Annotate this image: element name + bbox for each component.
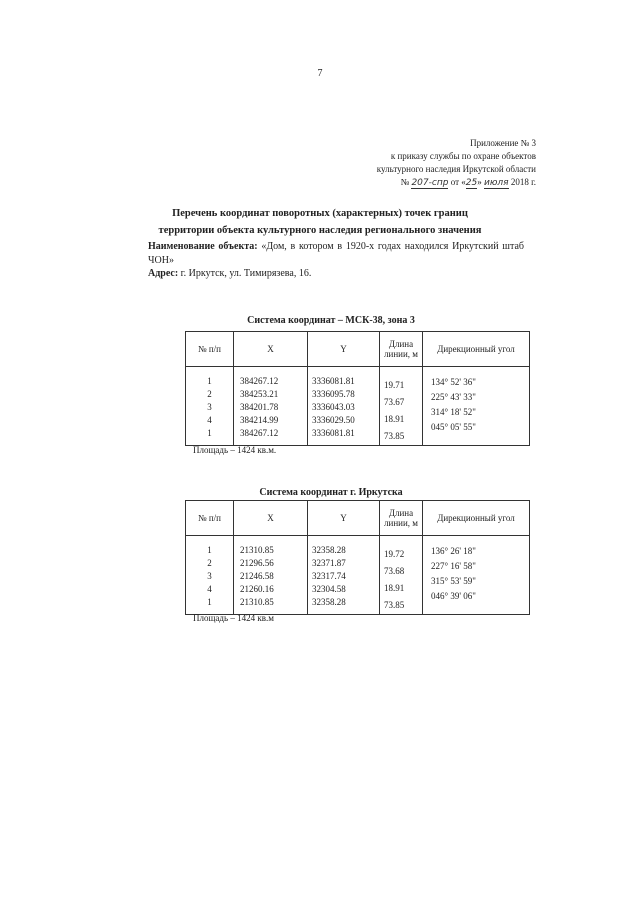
table1-area: Площадь – 1424 кв.м.	[193, 445, 277, 455]
table1-cell-y	[308, 367, 380, 446]
table1-angle: 045° 05' 55"	[431, 422, 476, 432]
appendix-header	[377, 137, 536, 190]
table2-y: 32304.58	[312, 584, 346, 594]
object-address-value: г. Иркутск, ул. Тимирязева, 16.	[180, 268, 312, 279]
table1-num: 2	[207, 389, 212, 399]
table1-y: 3336081.81	[312, 376, 355, 386]
table1-length-stack	[384, 377, 418, 445]
handwritten-day: 25	[465, 178, 478, 188]
table2-header-num: № п/п	[186, 501, 234, 536]
handwritten-month: июля	[483, 178, 509, 188]
table1-caption: Система координат – МСК-38, зона 3	[247, 315, 415, 326]
table1-x: 384253.21	[240, 389, 279, 399]
object-info	[148, 240, 524, 281]
appendix-number-line	[377, 176, 536, 190]
table1-num: 4	[207, 415, 212, 425]
table2-num: 1	[207, 597, 212, 607]
table1-x: 384267.12	[240, 428, 279, 438]
number-sign: №	[400, 177, 410, 187]
table2-y: 32358.28	[312, 545, 346, 555]
table1-y: 3336029.50	[312, 415, 355, 425]
date-year: 2018 г.	[510, 177, 536, 187]
table1-length: 18.91	[384, 414, 405, 424]
table1-header-y: Y	[308, 332, 380, 367]
table1-x-stack	[240, 375, 304, 440]
table2-y: 32317.74	[312, 571, 346, 581]
table2-header-length: Длина линии, м	[380, 501, 423, 536]
object-name-value: «Дом, в котором в 1920-х годах находился Иркутский штаб ЧОН»	[148, 241, 525, 266]
table2-header-y: Y	[308, 501, 380, 536]
table2-num: 4	[207, 584, 212, 594]
table1-angle-stack	[431, 375, 521, 435]
table1-num: 1	[207, 428, 212, 438]
table1-y: 3336095.78	[312, 389, 355, 399]
table2-length: 18.91	[384, 583, 405, 593]
table1-length: 73.67	[384, 397, 405, 407]
table2-num: 1	[207, 545, 212, 555]
table1-x: 384214.99	[240, 415, 279, 425]
object-name	[148, 240, 524, 267]
object-name-label: Наименование объекта:	[148, 241, 258, 252]
table2-length-stack	[384, 546, 418, 614]
handwritten-order-number: 207-спр	[411, 178, 449, 188]
appendix-title: Приложение № 3	[470, 138, 536, 148]
table2-coordinates	[185, 500, 530, 615]
table1-num: 3	[207, 402, 212, 412]
table2-length: 73.68	[384, 566, 405, 576]
document-title	[100, 205, 540, 239]
table1-num: 1	[207, 376, 212, 386]
table1-cell-angle	[423, 367, 530, 446]
table2-cell-angle	[423, 536, 530, 615]
table2-x: 21296.56	[240, 558, 274, 568]
table2-caption: Система координат г. Иркутска	[259, 487, 403, 498]
object-address	[148, 267, 524, 281]
table1-row	[186, 367, 530, 446]
title-line-1: Перечень координат поворотных (характерных) точек границ	[172, 208, 468, 219]
table1-num-stack	[189, 375, 230, 440]
table1-coordinates	[185, 331, 530, 446]
appendix-order-line: к приказу службы по охране объектов	[390, 151, 536, 161]
table2-x: 21310.85	[240, 545, 274, 555]
date-from: от «	[450, 177, 466, 187]
table1-angle: 314° 18' 52"	[431, 407, 476, 417]
table1-length: 73.85	[384, 431, 405, 441]
table1-header-num: № п/п	[186, 332, 234, 367]
table1-y-stack	[312, 375, 376, 440]
table1-length: 19.71	[384, 380, 405, 390]
table1-y: 3336043.03	[312, 402, 355, 412]
table2-y: 32358.28	[312, 597, 346, 607]
table1-header-angle: Дирекционный угол	[423, 332, 530, 367]
table1-x: 384267.12	[240, 376, 279, 386]
table2-x: 21310.85	[240, 597, 274, 607]
table2-y-stack	[312, 544, 376, 609]
date-quote: »	[477, 177, 482, 187]
appendix-agency-line: культурного наследия Иркутской области	[376, 164, 536, 174]
table2-x-stack	[240, 544, 304, 609]
table2-y: 32371.87	[312, 558, 346, 568]
table1-cell-num	[186, 367, 234, 446]
table1-x: 384201.78	[240, 402, 279, 412]
table1-cell-length	[380, 367, 423, 446]
table2-num-stack	[189, 544, 230, 609]
table2-length: 73.85	[384, 600, 405, 610]
table2-num: 3	[207, 571, 212, 581]
table1-header-row	[186, 332, 530, 367]
table2-header-x: X	[234, 501, 308, 536]
table2-x: 21260.16	[240, 584, 274, 594]
table2-x: 21246.58	[240, 571, 274, 581]
title-line-2: территории объекта культурного наследия регионального значения	[158, 225, 482, 236]
table1-angle: 134° 52' 36"	[431, 377, 476, 387]
table2-header-angle: Дирекционный угол	[423, 501, 530, 536]
table2-length: 19.72	[384, 549, 405, 559]
table1-header-x: X	[234, 332, 308, 367]
table2-row	[186, 536, 530, 615]
table2-cell-x	[234, 536, 308, 615]
table2-cell-length	[380, 536, 423, 615]
table2-angle: 136° 26' 18"	[431, 546, 476, 556]
table1-angle: 225° 43' 33"	[431, 392, 476, 402]
object-address-label: Адрес:	[148, 268, 179, 279]
table2-angle: 046° 39' 06"	[431, 591, 476, 601]
table2-header-row	[186, 501, 530, 536]
table2-cell-y	[308, 536, 380, 615]
table2-angle: 315° 53' 59"	[431, 576, 476, 586]
table2-area: Площадь – 1424 кв.м	[193, 613, 274, 623]
table2-num: 2	[207, 558, 212, 568]
table1-y: 3336081.81	[312, 428, 355, 438]
table2-cell-num	[186, 536, 234, 615]
table1-cell-x	[234, 367, 308, 446]
table2-angle: 227° 16' 58"	[431, 561, 476, 571]
table1-header-length: Длина линии, м	[380, 332, 423, 367]
table2-angle-stack	[431, 544, 521, 604]
page-number: 7	[317, 68, 323, 79]
